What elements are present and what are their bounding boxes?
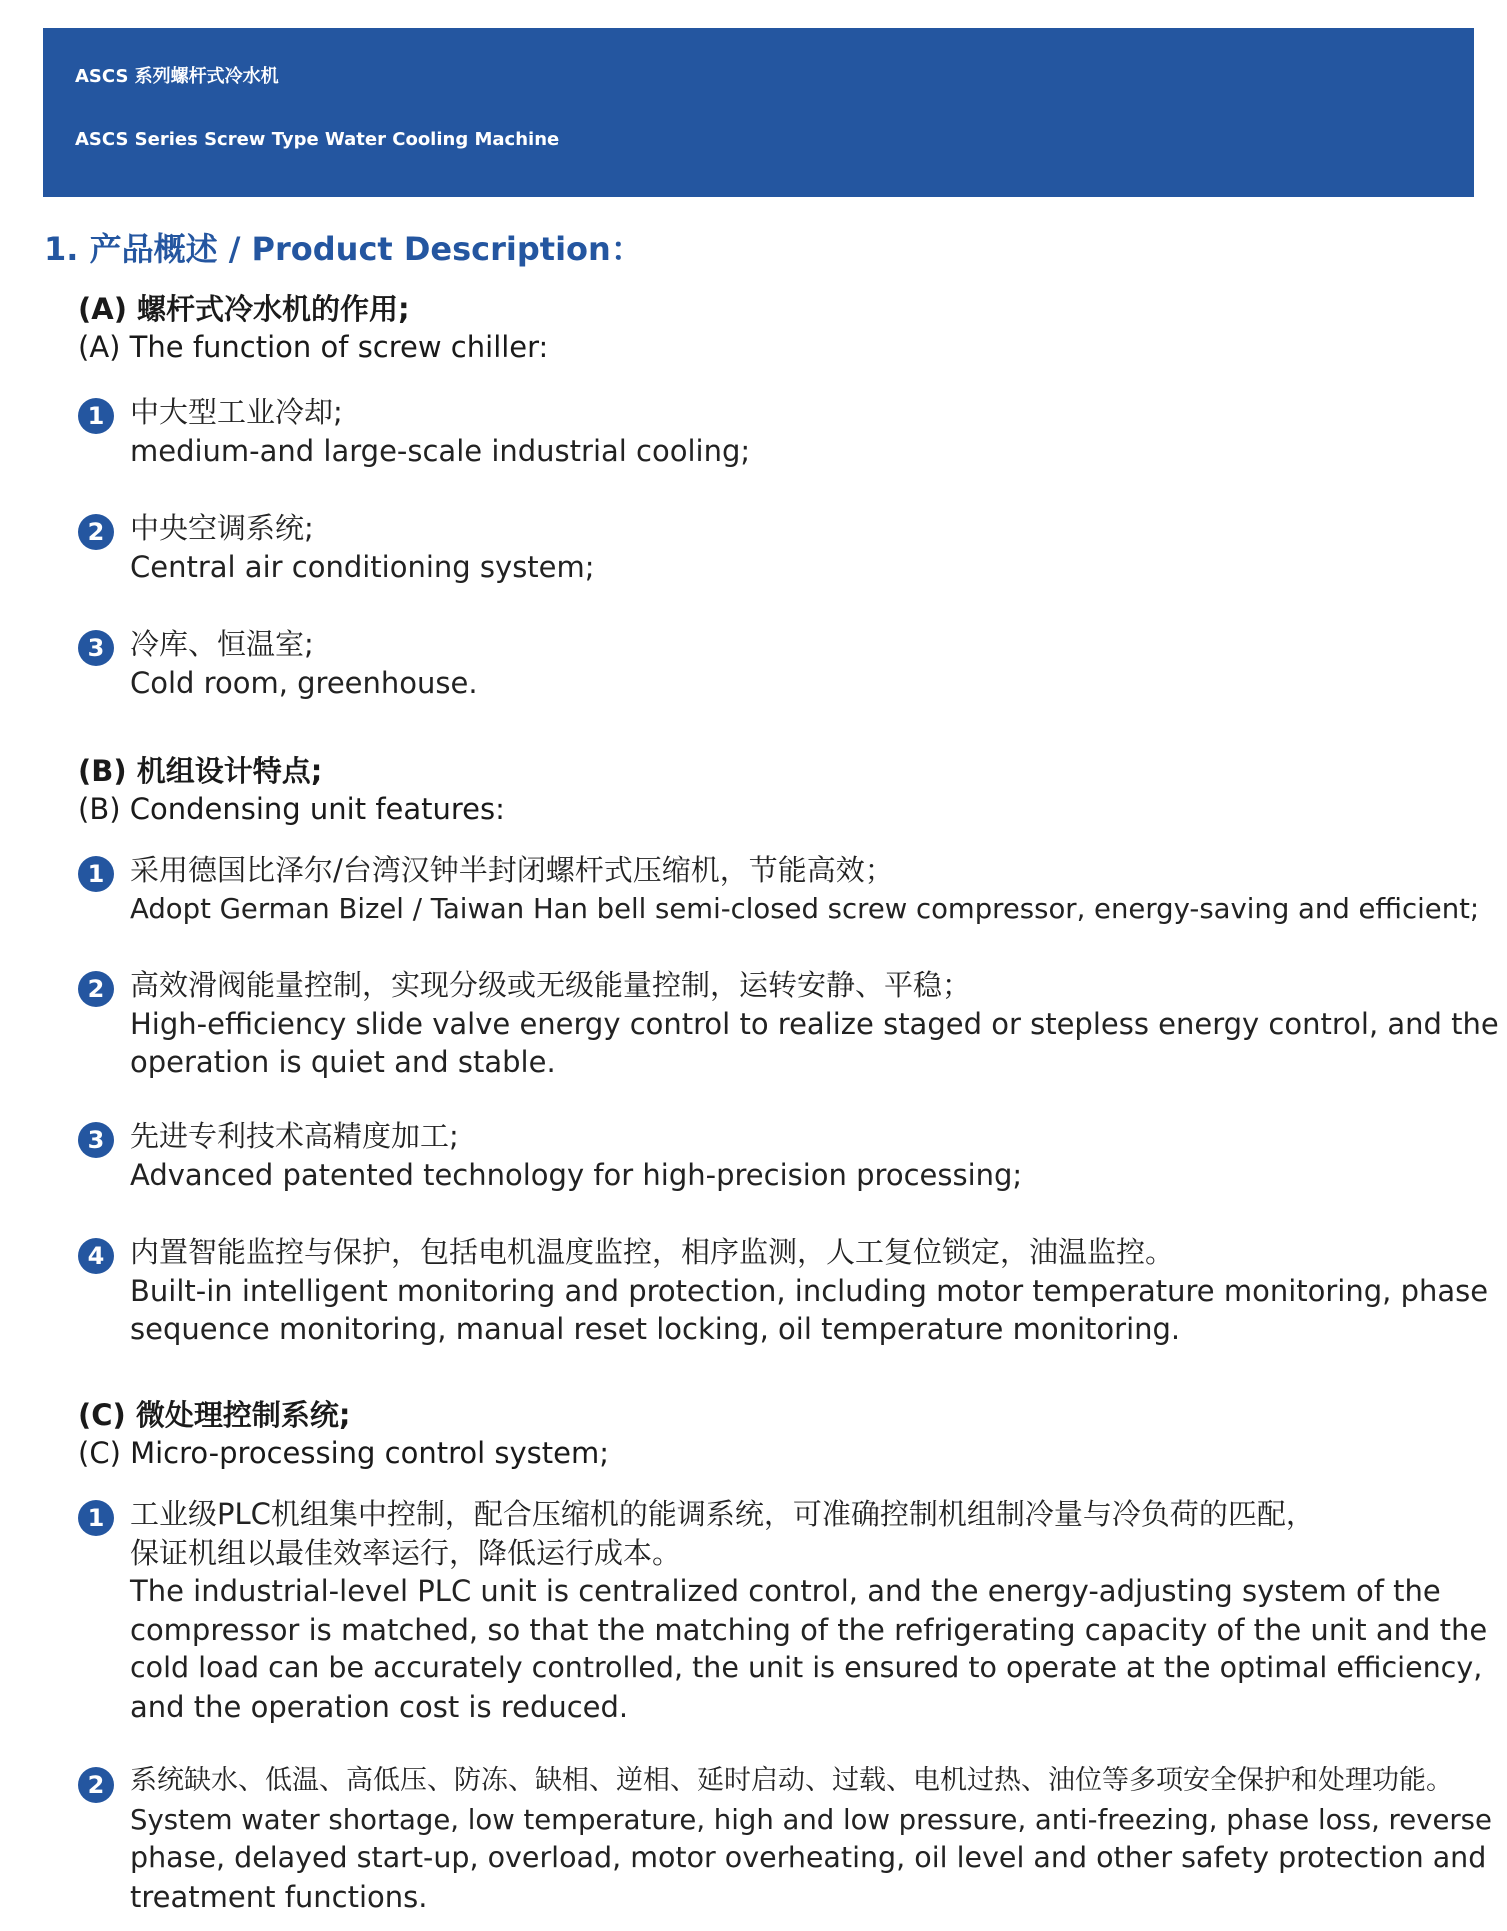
group-a-heading-zh: (A) 螺杆式冷水机的作用; (78, 292, 410, 326)
item-text-zh: 高效滑阀能量控制，实现分级或无级能量控制，运转安静、平稳； (130, 968, 972, 1002)
group-a-heading (78, 290, 548, 366)
item-text-en: phase, delayed start-up, overload, motor overheating, oil level and other safety protection and (130, 1841, 1487, 1874)
item-text-en: High-efficiency slide valve energy control to realize staged or stepless energy control, and the (130, 1006, 1499, 1041)
number-badge: 1 (78, 1500, 114, 1536)
item-text-en: medium-and large-scale industrial cooling; (130, 433, 751, 468)
section-title: 1. 产品概述 / Product Description： (44, 230, 643, 268)
item-text-zh: 保证机组以最佳效率运行，降低运行成本。 (130, 1535, 682, 1570)
item-text-zh: 中央空调系统; (130, 511, 314, 545)
item-text-zh: 工业级PLC机组集中控制，配合压缩机的能调系统，可准确控制机组制冷量与冷负荷的匹配， (130, 1497, 1315, 1531)
group-b-heading-zh: (B) 机组设计特点; (78, 754, 323, 788)
item-text-en: The industrial-level PLC unit is centralized control, and the energy-adjusting system of the (130, 1574, 1441, 1608)
item-text-en: operation is quiet and stable. (130, 1045, 556, 1079)
number-badge: 4 (78, 1238, 114, 1274)
group-a-item-1 (78, 393, 1478, 470)
group-c-heading-en: (C) Micro-processing control system; (78, 1436, 610, 1470)
item-text-en: and the operation cost is reduced. (130, 1689, 629, 1724)
number-badge: 2 (78, 514, 114, 550)
item-text-en: sequence monitoring, manual reset locking, oil temperature monitoring. (130, 1312, 1181, 1346)
group-a-item-3 (78, 625, 1478, 702)
group-b-heading (78, 752, 505, 828)
group-a-heading-en: (A) The function of screw chiller: (78, 330, 549, 364)
item-text-zh: 内置智能监控与保护，包括电机温度监控，相序监测，人工复位锁定，油温监控。 (130, 1235, 1175, 1269)
item-text-en: compressor is matched, so that the matching of the refrigerating capacity of the unit and the (130, 1612, 1488, 1647)
group-c-heading-zh: (C) 微处理控制系统; (78, 1398, 351, 1432)
group-c-item-2 (78, 1762, 1492, 1916)
item-text-zh: 中大型工业冷却; (130, 395, 343, 429)
item-text-en: Central air conditioning system; (130, 549, 595, 584)
number-badge: 3 (78, 1122, 114, 1158)
number-badge: 2 (78, 1767, 114, 1803)
item-text-en: Cold room, greenhouse. (130, 665, 478, 700)
item-text-en: Advanced patented technology for high-precision processing; (130, 1157, 1023, 1192)
item-text-zh: 采用德国比泽尔/台湾汉钟半封闭螺杆式压缩机，节能高效； (130, 853, 894, 887)
group-b-item-4 (78, 1233, 1489, 1349)
title-english: ASCS Series Screw Type Water Cooling Machine (75, 129, 560, 150)
group-c-heading (78, 1396, 609, 1472)
group-b-item-1 (78, 851, 1478, 928)
number-badge: 2 (78, 971, 114, 1007)
number-badge: 1 (78, 398, 114, 434)
item-text-zh: 冷库、恒温室; (130, 627, 314, 661)
item-text-zh: 系统缺水、低温、高低压、防冻、缺相、逆相、延时启动、过载、电机过热、油位等多项安全保护和处理功能。 (130, 1765, 1453, 1796)
group-b-item-2 (78, 966, 1499, 1082)
group-b-heading-en: (B) Condensing unit features: (78, 792, 505, 826)
title-banner (43, 28, 1474, 197)
group-c-item-1 (78, 1495, 1488, 1726)
item-text-en: System water shortage, low temperature, high and low pressure, anti-freezing, phase loss, reverse (130, 1803, 1492, 1836)
item-text-en: treatment functions. (130, 1879, 428, 1914)
number-badge: 3 (78, 630, 114, 666)
title-chinese: ASCS 系列螺杆式冷水机 (75, 66, 279, 87)
item-text-en: Built-in intelligent monitoring and protection, including motor temperature monitoring, phase (130, 1273, 1489, 1308)
number-badge: 1 (78, 856, 114, 892)
item-text-zh: 先进专利技术高精度加工; (130, 1119, 459, 1153)
group-b-item-3 (78, 1117, 1478, 1194)
item-text-en: cold load can be accurately controlled, the unit is ensured to operate at the optimal efficiency, (130, 1651, 1483, 1684)
group-a-item-2 (78, 509, 1478, 586)
item-text-en: Adopt German Bizel / Taiwan Han bell semi-closed screw compressor, energy-saving and efficient; (130, 892, 1480, 925)
